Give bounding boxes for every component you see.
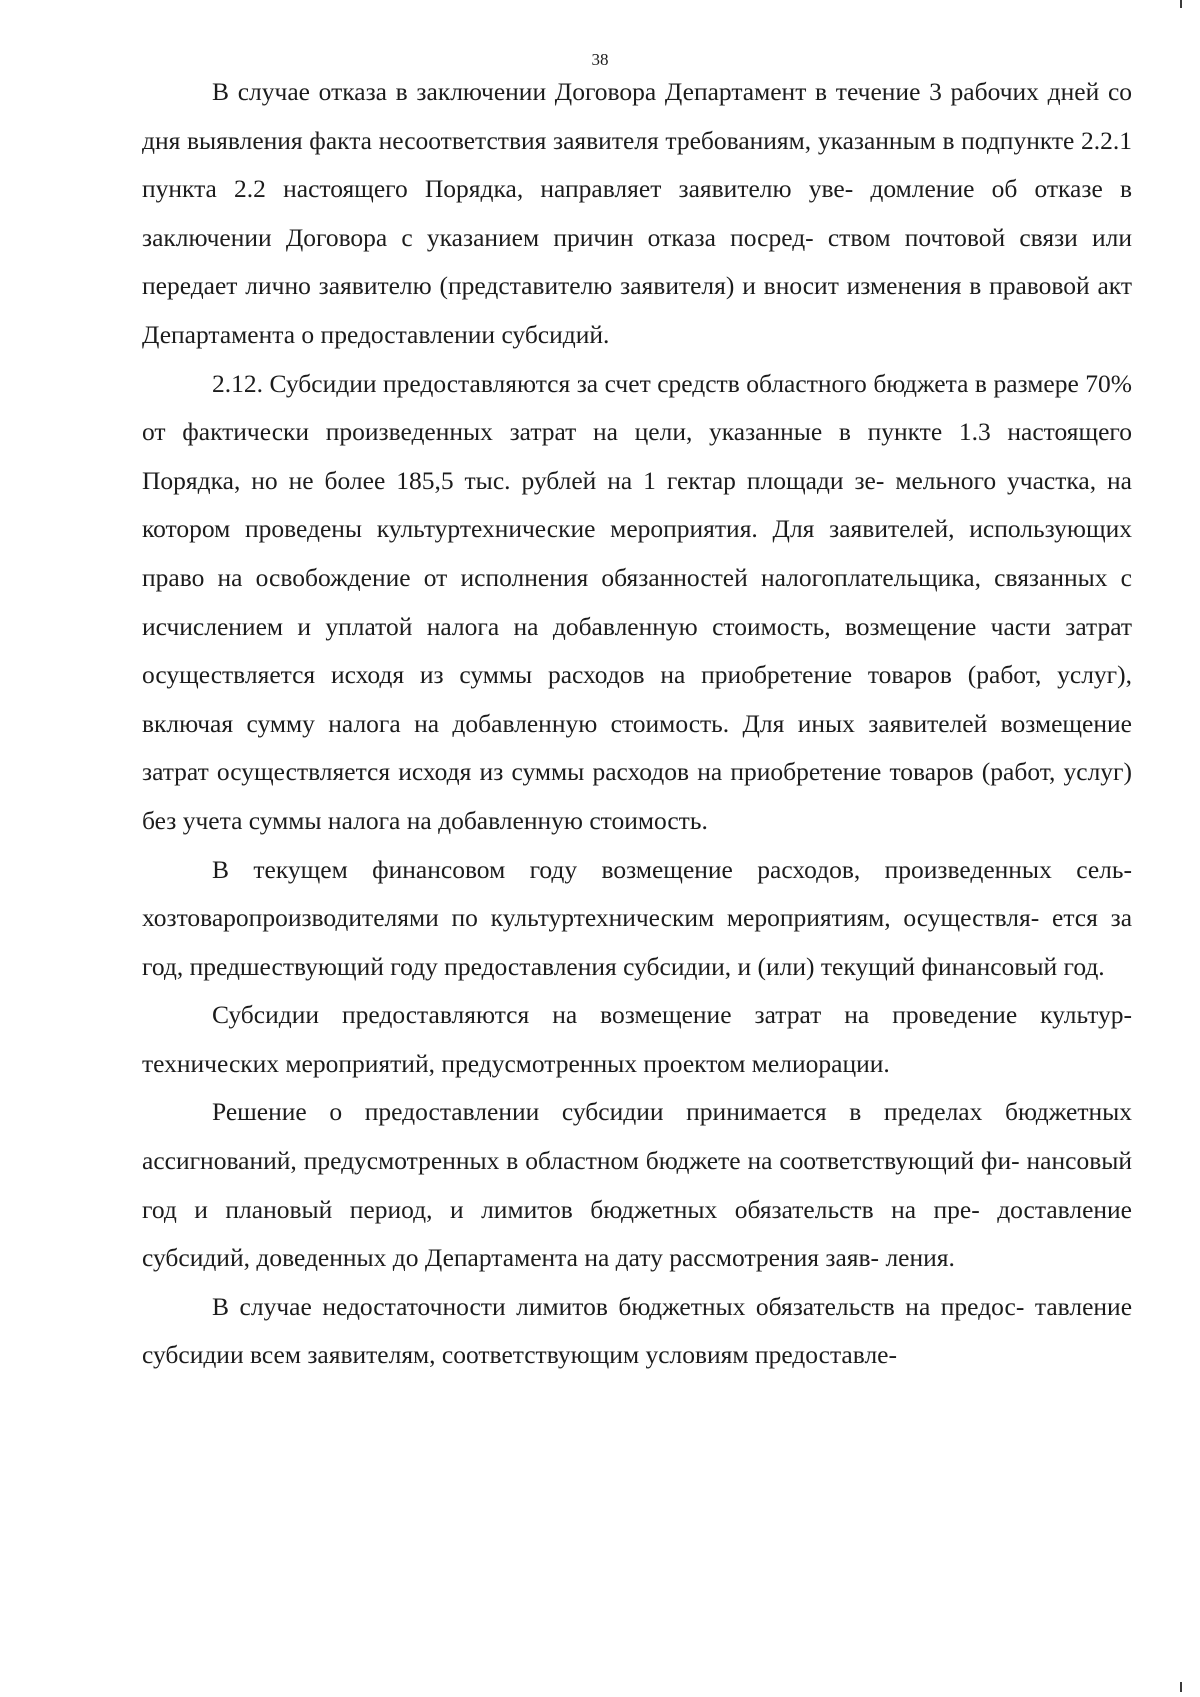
text-line: хозтоваропроизводителями по культуртехническим мероприятиям, осуществля- bbox=[142, 903, 1040, 933]
text-line: размере 70% от фактически произведенных затрат на цели, указанные в пункте bbox=[142, 368, 1133, 447]
text-line: стоимость, возмещение части затрат осуществляется исходя из суммы расходов bbox=[142, 611, 1132, 690]
text-line: В случае недостаточности лимитов бюджетных обязательств на предос- bbox=[212, 1291, 1025, 1321]
text-line: налогоплательщика, связанных с исчислением и уплатой налога на добавленную bbox=[142, 562, 1132, 641]
text-line: Субсидии предоставляются на возмещение затрат на проведение культур- bbox=[212, 1000, 1132, 1030]
text-line: В случае отказа в заключении Договора Департамент в течение 3 рабочих bbox=[212, 77, 1039, 106]
text-line: тавление субсидии всем заявителям, соответствующим условиям предоставле- bbox=[142, 1291, 1133, 1370]
text-line: и вносит изменения в правовой акт Департамента о предоставлении субсидий. bbox=[142, 271, 1133, 349]
text-line: в подпункте 2.2.1 пункта 2.2 настоящего Порядка, направляет заявителю уве- bbox=[142, 125, 1132, 204]
text-line: мельного участка, на котором проведены культуртехнические мероприятия. Для bbox=[142, 465, 1133, 544]
text-line: заявителей, использующих право на освобождение от исполнения обязанностей bbox=[142, 514, 1132, 592]
scan-mark-bottom-right bbox=[1180, 1682, 1182, 1692]
text-line: домление об отказе в заключении Договора с указанием причин отказа посред- bbox=[142, 174, 1132, 252]
text-line: В текущем финансовом году возмещение расходов, произведенных сель- bbox=[212, 854, 1132, 884]
text-line: технических мероприятий, предусмотренных проектом мелиорации. bbox=[142, 1048, 890, 1078]
text-line: на приобретение товаров (работ, услуг), включая сумму налога на добавленную bbox=[142, 660, 1132, 738]
text-line: ется за год, предшествующий году предоставления субсидии, и (или) текущий bbox=[142, 903, 1133, 981]
paragraph bbox=[142, 846, 1132, 992]
document-body bbox=[142, 68, 1132, 1380]
text-line: нансовый год и плановый период, и лимитов бюджетных обязательств на пре- bbox=[142, 1146, 1133, 1224]
text-line: дней со дня выявления факта несоответствия заявителя требованиям, указанным bbox=[142, 77, 1133, 155]
text-line: 1.3 настоящего Порядка, но не более 185,5 тыс. рублей на 1 гектар площади зе- bbox=[142, 417, 1132, 495]
paragraph bbox=[142, 360, 1132, 846]
page-number: 38 bbox=[591, 50, 609, 69]
text-line: 2.12. Субсидии предоставляются за счет средств областного бюджета в bbox=[212, 368, 987, 398]
text-line: ассигнований, предусмотренных в областном бюджете на соответствующий фи- bbox=[142, 1146, 1020, 1176]
text-line: доставление субсидий, доведенных до Департамента на дату рассмотрения заяв- bbox=[142, 1194, 1132, 1273]
paragraph bbox=[142, 1283, 1132, 1380]
paragraph bbox=[142, 1088, 1132, 1282]
text-line: ством почтовой связи или передает лично заявителю (представителю заявителя) bbox=[142, 222, 1133, 301]
paragraph bbox=[142, 68, 1132, 360]
text-line: Решение о предоставлении субсидии принимается в пределах бюджетных bbox=[212, 1097, 1132, 1127]
text-line: на добавленную стоимость. bbox=[406, 805, 708, 835]
text-line: финансовый год. bbox=[921, 951, 1105, 981]
text-line: суммы расходов на приобретение товаров (работ, услуг) без учета суммы налога bbox=[142, 757, 1133, 835]
paragraph bbox=[142, 991, 1132, 1088]
text-line: ления. bbox=[885, 1243, 955, 1273]
text-line: стоимость. Для иных заявителей возмещение затрат осуществляется исходя из bbox=[142, 708, 1132, 787]
scan-mark-top-right bbox=[1180, 0, 1182, 8]
